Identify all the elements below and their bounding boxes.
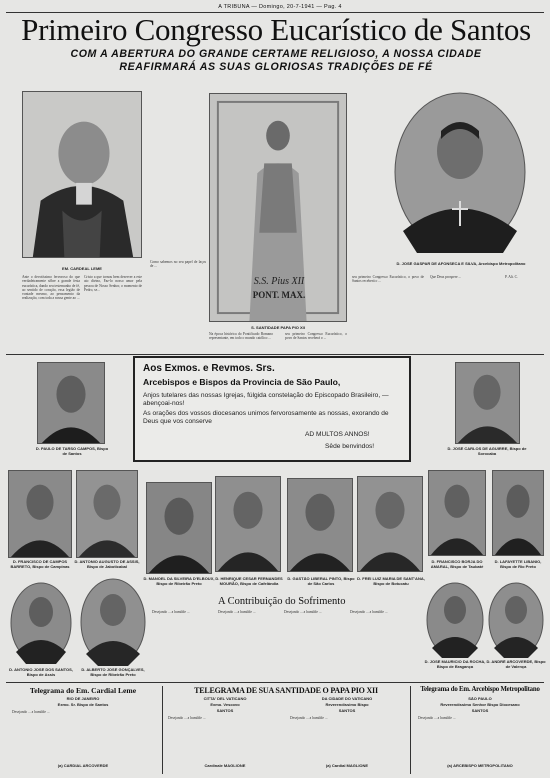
bishop-photo-luiz-maria xyxy=(357,476,423,572)
telegram-leme-body: Desejando ... a humilde ... xyxy=(12,710,50,714)
section-divider-bottom xyxy=(6,682,544,683)
papa-caption: S. SANTIDADE PAPA PIO XII xyxy=(251,326,305,330)
cardeal-leme-caption: EM. CARDEAL LEME xyxy=(62,267,102,271)
pope-signature: S.S. Pius XII xyxy=(253,276,305,287)
article-column-5: seu primeiro Congresso Eucarístico, o povo de Santos receberá o ... xyxy=(352,275,424,284)
bishop-caption-gastao-liberal: D. GASTÃO LIBERAL PINTO, Bispo de São Carlos xyxy=(287,577,355,586)
telegram-divider-2 xyxy=(410,686,411,774)
article-column-2: Cristo a que tornou bem deserver a este ato divino, Faz-lo nosso amor pela pessoa de Nosso Senhor, o momento de Pedro, se... xyxy=(84,275,142,292)
telegram-papa-sign-1: Cardinale MAGLIONE xyxy=(204,764,246,768)
telegram-arcebispo xyxy=(414,686,546,774)
jose-gaspar-photo xyxy=(393,91,527,253)
bishop-photo-cesar-mourao xyxy=(215,476,281,572)
article-column-3: Na época histórica do Pontificado Romano representante, em todo o mundo católico ... xyxy=(209,332,273,341)
bishop-photo-campos-barreto xyxy=(8,470,72,558)
telegram-arcebispo-body: Desejando ... a humilde ... xyxy=(418,716,456,720)
bishop-photo-mauricio-rocha xyxy=(426,582,484,658)
telegram-papa-to-2: Reverendíssimo Bispo xyxy=(325,703,369,707)
article-column-1: Ante o devotíssimo fervoroso do que verdadeiramente sôbre a grande festa eucarística, dando seu testemunho de fé, ao sentido de coração, essa legião de vontade mesmo, ao pensamento da realização, com toda a nossa gente ao ... xyxy=(22,275,80,301)
bishop-caption-mauricio-rocha: D. JOSÉ MAURICIO DA ROCHA, Bispo de Bragança xyxy=(424,660,486,669)
telegram-papa xyxy=(166,686,406,774)
jose-gaspar-caption: D. JOSÉ GASPAR DE AFONSECA E SILVA, Arcebispo Metropolitano xyxy=(396,262,526,266)
telegram-papa-to-1: Exmo. Vescovo xyxy=(210,703,240,707)
telegram-arcebispo-to: Reverendíssimo Senhor Bispo Diocesano xyxy=(440,703,520,707)
contribution-article xyxy=(150,596,416,664)
banner-heading-2: Arcebispos e Bispos da Provincia de São Paulo, xyxy=(143,377,341,387)
page-title: Primeiro Congresso Eucarístico de Santos xyxy=(21,12,531,47)
bishop-caption-alberto-goncalves: D. ALBERTO JOSÉ GONÇALVES, Bispo de Ribeirão Preto xyxy=(81,668,145,677)
paulo-tarso-caption: D. PAULO DE TARSO CAMPOS, Bispo de Santos xyxy=(35,447,109,456)
contribution-col-1: Desejando ... a humilde ... xyxy=(152,610,190,614)
bishop-caption-lafayette-libanio: D. LAFAYETTE LIBANIO, Bispo de Rio Preto xyxy=(494,560,542,569)
jose-carlos-aguirre-photo xyxy=(455,362,520,444)
bishop-caption-campos-barreto: D. FRANCISCO DE CAMPOS BARRETO, Bispo de Campinas xyxy=(10,560,70,569)
headline-line-1: COM A ABERTURA DO GRANDE CERTAME RELIGIOSO, A NOSSA CIDADE xyxy=(70,48,482,60)
bishop-caption-cesar-mourao: D. HENRIQUE CESAR FERNANDES MOURÃO, Bispo de Cafelândia xyxy=(215,577,283,586)
telegram-papa-title: TELEGRAMA DE SUA SANTIDADE O PAPA PIO XII xyxy=(194,686,378,695)
telegram-divider-1 xyxy=(162,686,163,774)
headline-line-2: REAFIRMARÁ AS SUAS GLORIOSAS TRADIÇÕES DE FÉ xyxy=(119,61,433,73)
banner-line-3: AD MULTOS ANNOS! xyxy=(305,431,370,438)
contribution-title: A Contribuição do Sofrimento xyxy=(218,596,346,607)
bishop-photo-alberto-goncalves xyxy=(80,578,146,666)
papa-pio-xii-photo xyxy=(209,93,347,322)
telegram-leme-sign: (a) CARDIAL ARCOVERDE xyxy=(57,764,109,768)
telegram-leme xyxy=(8,686,158,774)
bishop-caption-antonio-santos: D. ANTONIO JOSÉ DOS SANTOS, Bispo de Assis xyxy=(9,668,73,677)
telegram-leme-title: Telegrama do Em. Cardial Leme xyxy=(29,686,137,695)
bishop-photo-gastao-liberal xyxy=(287,478,353,572)
telegram-arcebispo-sub: SÃO PAULO xyxy=(468,697,492,701)
banner-line-4: Sêde benvindos! xyxy=(325,443,375,450)
telegram-papa-sub-1: CITTA' DEL VATICANO xyxy=(203,697,247,701)
bishop-caption-luiz-maria: D. FREI LUIZ MARIA DE SANT'ANA, Bispo de Botucatu xyxy=(357,577,425,586)
cardeal-leme-photo xyxy=(22,91,142,258)
telegram-leme-sub: RIO DE JANEIRO xyxy=(66,697,100,701)
telegram-leme-to: Exmo. Sr. Bispo de Santos xyxy=(57,703,109,707)
telegram-papa-sub-2: DA CIDADE DO VATICANO xyxy=(321,697,373,701)
telegram-papa-place-1: SANTOS xyxy=(216,709,234,713)
article-column-pre-1: Como sabemos no seu papel de laços de ... xyxy=(150,260,206,269)
article-column-tail-1: P. Alt. C. xyxy=(505,275,518,279)
article-column-6: Que Deus prospere ... xyxy=(430,275,462,279)
bishop-photo-lafayette-libanio xyxy=(492,470,544,556)
greeting-banner xyxy=(133,356,411,462)
bishop-caption-borja-amaral: D. FRANCISCO BORJA DO AMARAL, Bispo de Taubaté xyxy=(430,560,484,569)
telegram-arcebispo-place: SANTOS xyxy=(471,709,489,713)
pope-label: PONT. MAX. xyxy=(252,290,306,300)
banner-line-1: Anjos tutelares das nossas Igrejas, fúlgida constelação do Episcopado Brasileiro, — abençoai-nos! xyxy=(143,392,389,407)
contribution-col-3: Desejando ... a humilde ... xyxy=(284,610,322,614)
telegram-papa-body-1: Desejando ... a humilde ... xyxy=(168,716,206,720)
banner-heading-1: Aos Exmos. e Revmos. Srs. xyxy=(143,363,275,374)
bishop-photo-andre-arcoverde xyxy=(488,582,544,658)
section-divider-top xyxy=(6,354,544,355)
bishop-caption-andre-arcoverde: D. ANDRÉ ARCOVERDE, Bispo de Valença xyxy=(486,660,546,669)
contribution-col-2: Desejando ... a humilde ... xyxy=(218,610,256,614)
contribution-col-4: Desejando ... a humilde ... xyxy=(350,610,388,614)
banner-line-2: As orações dos vossos diocesanos unimos fervorosamente as nossas, exorando de Deus que vos conserve xyxy=(143,410,389,425)
bishop-caption-silveira-delboux: D. MANOEL DA SILVEIRA D'ELBOUX, Bispo de Ribeirão Preto xyxy=(143,577,215,586)
telegram-papa-body-2: Desejando ... a humilde ... xyxy=(290,716,328,720)
bishop-photo-silveira-delboux xyxy=(146,482,212,574)
paulo-tarso-photo xyxy=(37,362,105,444)
bishop-caption-augusto-assis: D. ANTONIO AUGUSTO DE ASSIS, Bispo de Jaboticabal xyxy=(74,560,140,569)
bishop-photo-augusto-assis xyxy=(76,470,138,558)
telegram-papa-place-2: SANTOS xyxy=(338,709,356,713)
telegram-papa-sign-2: (a) Cardial MAGLIONE xyxy=(325,764,369,768)
telegram-arcebispo-sign: (a) ARCEBISPO METROPOLITANO xyxy=(447,764,513,768)
article-column-4: seu primeiro Congresso Eucarístico, o povo de Santos receberá o ... xyxy=(285,332,347,341)
jose-carlos-aguirre-caption: D. JOSÉ CARLOS DE AGUIRRE, Bispo de Sorocaba xyxy=(447,447,527,456)
bishop-photo-borja-amaral xyxy=(428,470,486,556)
telegram-arcebispo-title: Telegrama do Em. Arcebispo Metropolitano xyxy=(420,686,540,693)
page-header-line: A TRIBUNA — Domingo, 20-7-1941 — Pag. 4 xyxy=(218,4,342,10)
bishop-photo-antonio-santos xyxy=(10,582,72,664)
